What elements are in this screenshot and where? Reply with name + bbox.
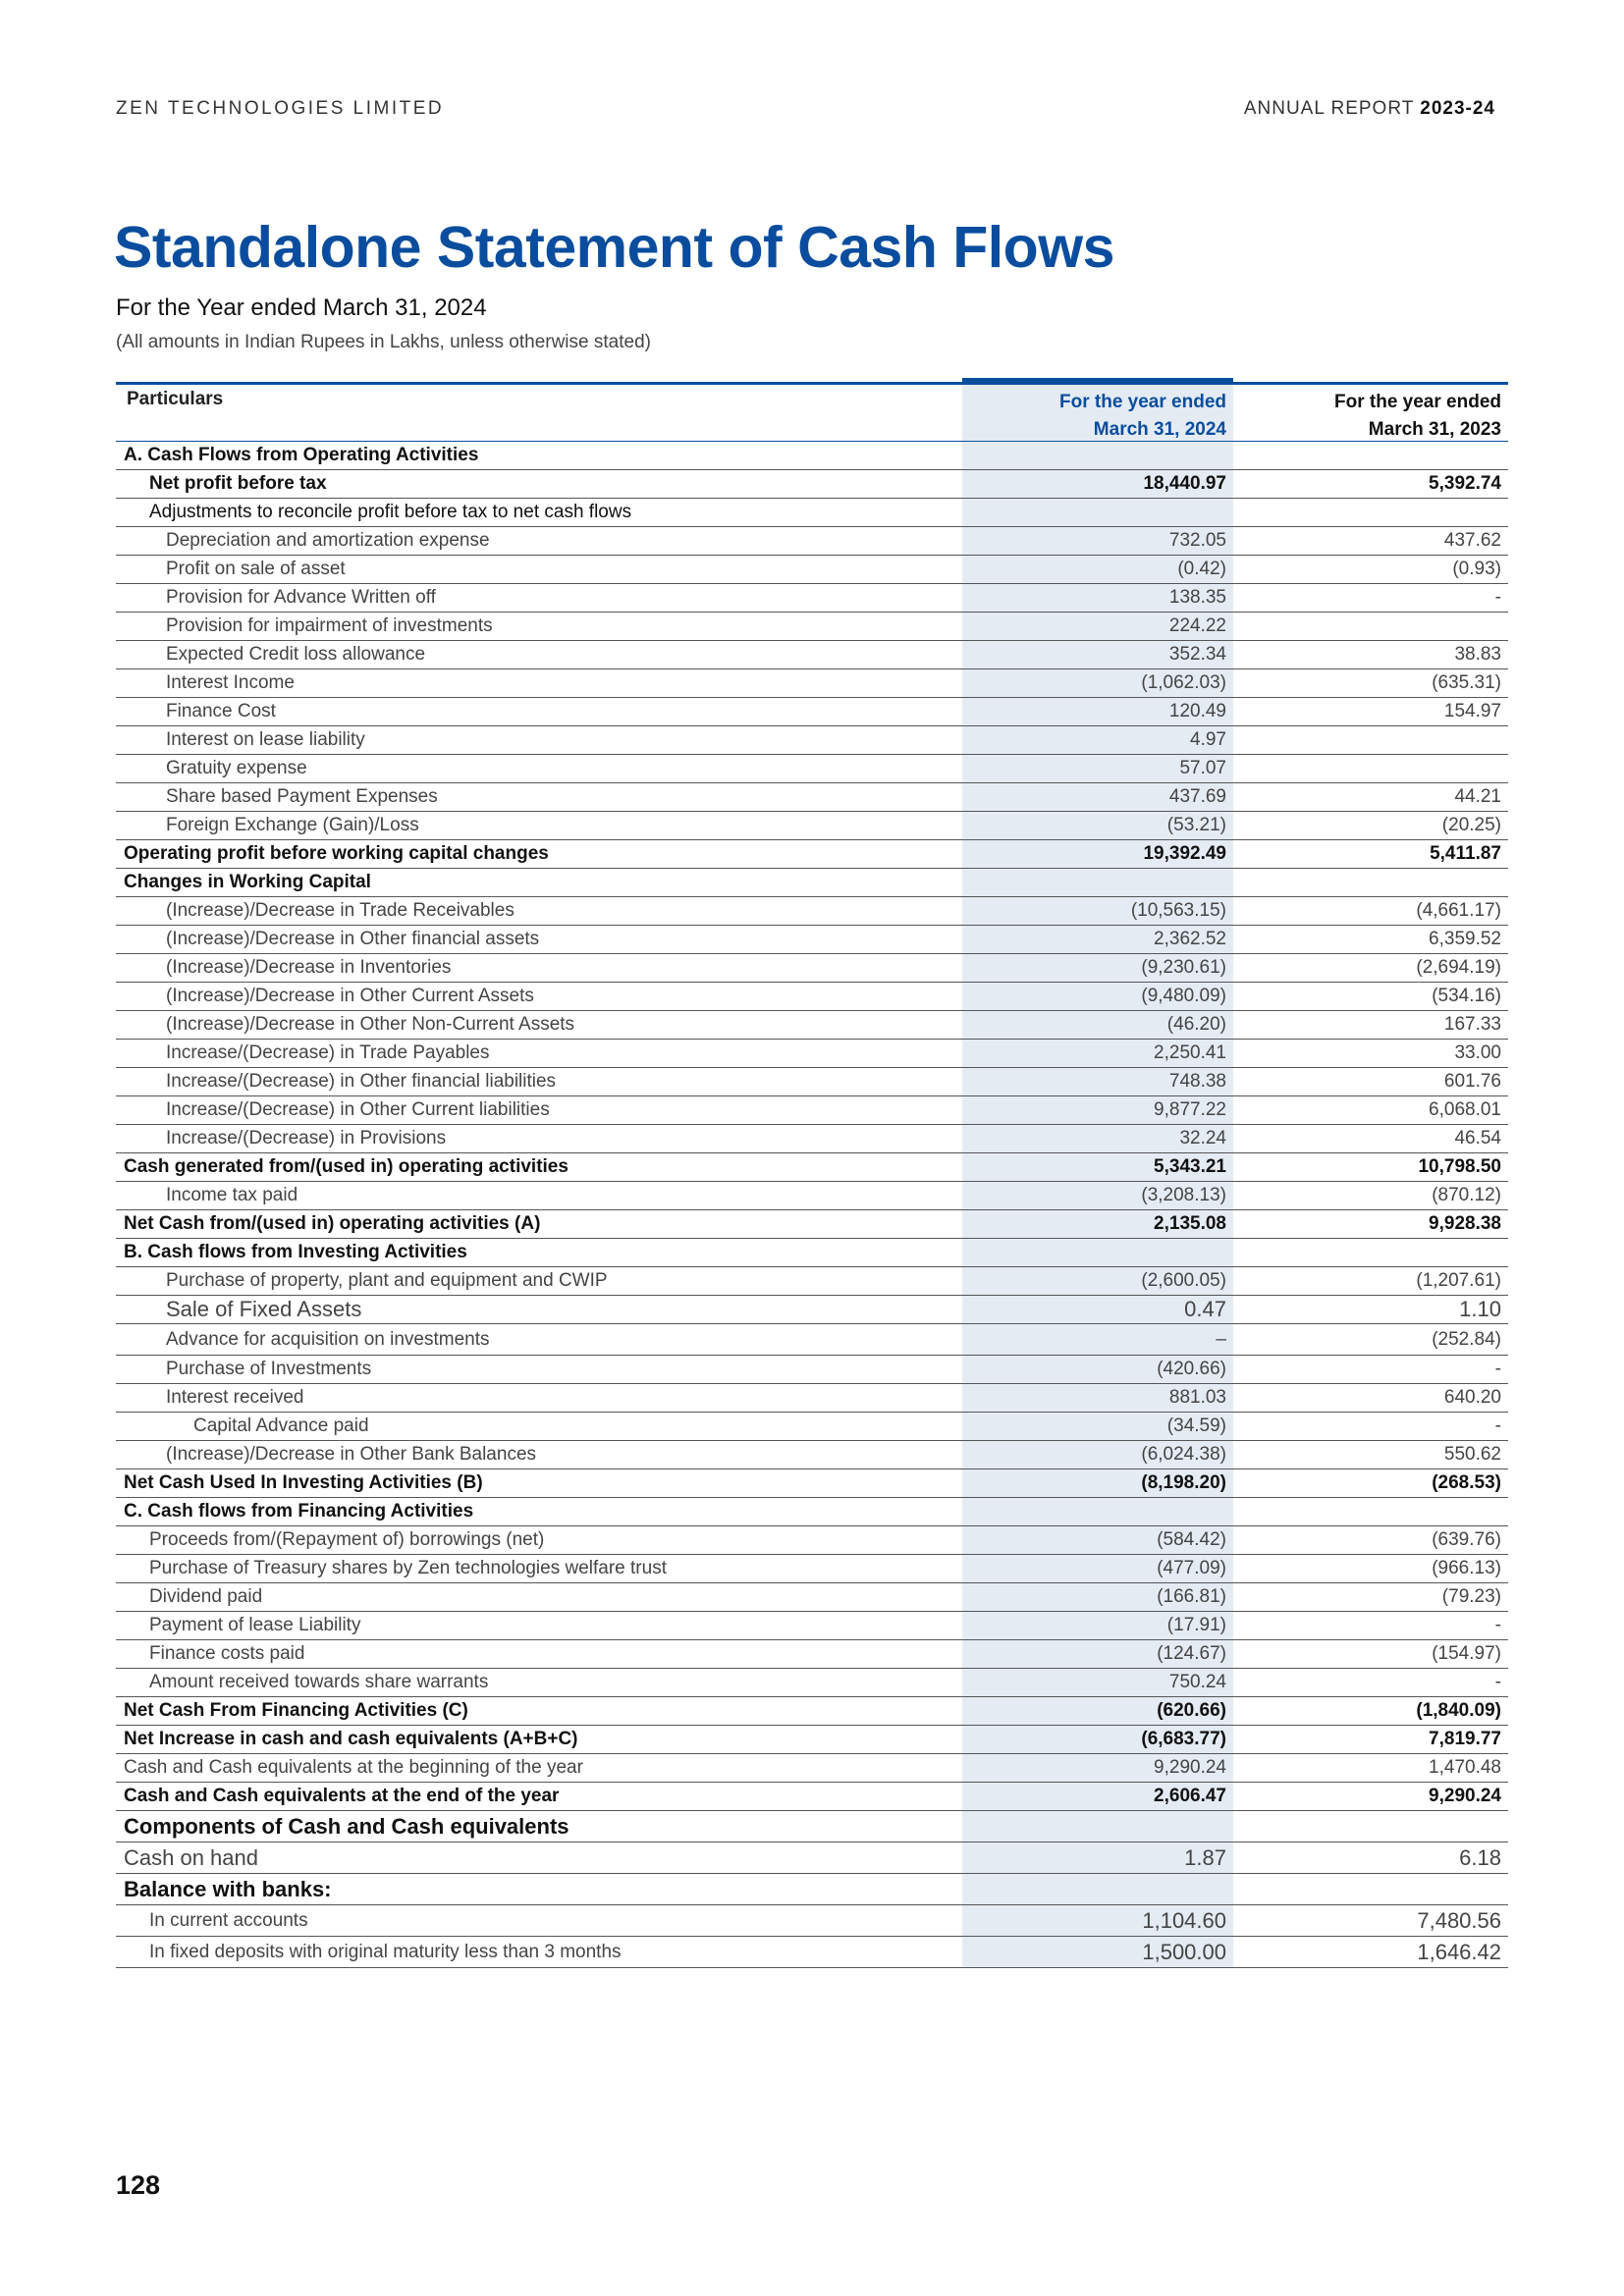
- table-row: [116, 1210, 1508, 1239]
- value-2024: 1,500.00: [1142, 1939, 1226, 1964]
- row-label: Proceeds from/(Repayment of) borrowings (net): [149, 1529, 545, 1550]
- table-row: [116, 1469, 1508, 1498]
- table-row: [116, 869, 1508, 897]
- row-label: Sale of Fixed Assets: [166, 1297, 362, 1321]
- row-label: Finance costs paid: [149, 1643, 305, 1664]
- table-row: [116, 556, 1508, 584]
- row-label: Gratuity expense: [166, 758, 307, 778]
- value-2023: (1,840.09): [1416, 1700, 1501, 1721]
- value-2023: (20.25): [1441, 815, 1501, 835]
- row-label: A. Cash Flows from Operating Activities: [124, 445, 479, 465]
- table-row: [116, 1239, 1508, 1267]
- table-row: [116, 1669, 1508, 1697]
- row-label: Cash and Cash equivalents at the end of the year: [124, 1786, 560, 1806]
- value-2023: -: [1494, 1415, 1501, 1436]
- value-2024: 732.05: [1168, 530, 1226, 551]
- row-label: Net profit before tax: [149, 473, 327, 494]
- value-2024: (6,024.38): [1141, 1444, 1226, 1465]
- value-2024: (34.59): [1166, 1415, 1226, 1436]
- table-row: [116, 1612, 1508, 1640]
- value-2023: -: [1494, 1672, 1501, 1692]
- value-2024: (9,230.61): [1141, 957, 1226, 978]
- table-row: [116, 926, 1508, 954]
- row-label: (Increase)/Decrease in Other Non-Current Assets: [166, 1014, 575, 1035]
- row-label: Net Cash Used In Investing Activities (B): [124, 1472, 483, 1493]
- table-row: [116, 1811, 1508, 1842]
- value-2023: 38.83: [1454, 644, 1501, 665]
- table-row: [116, 613, 1508, 641]
- report-year: 2023-24: [1420, 98, 1495, 119]
- value-2024: 138.35: [1168, 587, 1226, 608]
- table-row: [116, 1583, 1508, 1612]
- table-row: [116, 584, 1508, 613]
- table-row: [116, 983, 1508, 1011]
- row-label: Cash generated from/(used in) operating activities: [124, 1156, 568, 1177]
- value-2023: 5,411.87: [1430, 843, 1501, 864]
- value-2024: 1,104.60: [1142, 1907, 1226, 1933]
- value-2023: 1,646.42: [1417, 1939, 1501, 1964]
- table-row: [116, 1640, 1508, 1669]
- table-row: [116, 1726, 1508, 1754]
- row-label: Net Cash From Financing Activities (C): [124, 1700, 468, 1721]
- value-2023: 550.62: [1443, 1444, 1501, 1465]
- value-2023: (2,694.19): [1416, 957, 1501, 978]
- row-label: (Increase)/Decrease in Inventories: [166, 957, 452, 978]
- row-label: Net Cash from/(used in) operating activities (A): [124, 1213, 541, 1234]
- value-2023: 437.62: [1443, 530, 1501, 551]
- value-2024: (53.21): [1166, 815, 1226, 835]
- row-label: Income tax paid: [166, 1185, 298, 1205]
- value-2024: 9,877.22: [1154, 1099, 1226, 1120]
- value-2024: (46.20): [1166, 1014, 1226, 1035]
- table-row: [116, 1441, 1508, 1469]
- value-2024: (124.67): [1157, 1643, 1226, 1664]
- row-label: Balance with banks:: [124, 1876, 332, 1901]
- row-label: C. Cash flows from Financing Activities: [124, 1501, 474, 1522]
- table-row: [116, 1296, 1508, 1324]
- table-row: [116, 1413, 1508, 1441]
- value-2024: 748.38: [1168, 1071, 1226, 1092]
- value-2023: (1,207.61): [1416, 1270, 1501, 1291]
- cash-flow-table: [116, 382, 1508, 1968]
- value-2024: 2,135.08: [1154, 1213, 1226, 1234]
- table-row: [116, 1526, 1508, 1555]
- table-row: [116, 1905, 1508, 1937]
- value-2023: 601.76: [1443, 1071, 1501, 1092]
- table-header: [116, 385, 1508, 442]
- value-2024: 57.07: [1179, 758, 1226, 778]
- row-label: Increase/(Decrease) in Trade Payables: [166, 1042, 490, 1063]
- table-row: [116, 442, 1508, 470]
- row-label: Profit on sale of asset: [166, 559, 346, 579]
- value-2024: (17.91): [1166, 1615, 1226, 1635]
- value-2023: 1,470.48: [1429, 1757, 1501, 1778]
- value-2023: -: [1494, 1359, 1501, 1379]
- value-2023: 33.00: [1454, 1042, 1501, 1063]
- row-label: Increase/(Decrease) in Other Current liabilities: [166, 1099, 550, 1120]
- value-2023: 7,819.77: [1429, 1729, 1501, 1749]
- value-2023: (4,661.17): [1416, 900, 1501, 921]
- row-label: In current accounts: [149, 1909, 308, 1931]
- table-row: [116, 1754, 1508, 1783]
- amounts-note: (All amounts in Indian Rupees in Lakhs, unless otherwise stated): [116, 332, 651, 352]
- row-label: (Increase)/Decrease in Trade Receivables: [166, 900, 514, 921]
- value-2023: (154.97): [1432, 1643, 1501, 1664]
- report-label: [1244, 98, 1495, 120]
- row-label: Expected Credit loss allowance: [166, 644, 426, 665]
- row-label: Increase/(Decrease) in Other financial liabilities: [166, 1071, 557, 1092]
- value-2024: 437.69: [1168, 786, 1226, 807]
- table-row: [116, 783, 1508, 812]
- table-row: [116, 1937, 1508, 1968]
- value-2024: 224.22: [1168, 615, 1226, 636]
- value-2023: 167.33: [1443, 1014, 1501, 1035]
- table-row: [116, 1874, 1508, 1905]
- value-2024: (477.09): [1157, 1558, 1226, 1578]
- table-row: [116, 1555, 1508, 1583]
- value-2024: (584.42): [1157, 1529, 1226, 1550]
- value-2023: (870.12): [1432, 1185, 1501, 1205]
- table-row: [116, 1498, 1508, 1526]
- value-2023: -: [1494, 1615, 1501, 1635]
- report-prefix: ANNUAL REPORT: [1243, 98, 1421, 119]
- value-2024: (420.66): [1157, 1359, 1226, 1379]
- value-2023: (635.31): [1432, 672, 1501, 693]
- row-label: Advance for acquisition on investments: [166, 1328, 490, 1350]
- row-label: Interest received: [166, 1387, 304, 1408]
- row-label: Interest on lease liability: [166, 729, 365, 750]
- current-year-column-bar: [962, 378, 1233, 384]
- value-2024: 2,606.47: [1154, 1786, 1226, 1806]
- value-2023: -: [1494, 587, 1501, 608]
- value-2023: 1.10: [1459, 1297, 1501, 1321]
- row-label: Share based Payment Expenses: [166, 786, 438, 807]
- value-2023: (966.13): [1432, 1558, 1501, 1578]
- table-row: [116, 669, 1508, 698]
- value-2024: 19,392.49: [1143, 843, 1226, 864]
- value-2024: 9,290.24: [1154, 1757, 1226, 1778]
- value-2024: 4.97: [1190, 729, 1226, 750]
- row-label: (Increase)/Decrease in Other financial assets: [166, 929, 540, 949]
- table-row: [116, 698, 1508, 726]
- table-row: [116, 641, 1508, 669]
- value-2023: 6,359.52: [1429, 929, 1501, 949]
- value-2024: (3,208.13): [1141, 1185, 1226, 1205]
- col-2024-header: [962, 389, 1233, 444]
- value-2023: 5,392.74: [1429, 473, 1501, 494]
- row-label: In fixed deposits with original maturity less than 3 months: [149, 1941, 622, 1962]
- value-2023: 9,290.24: [1429, 1786, 1501, 1806]
- col-2024-header-line2: March 31, 2024: [1093, 419, 1226, 440]
- value-2024: (10,563.15): [1130, 900, 1226, 921]
- table-row: [116, 897, 1508, 926]
- value-2024: 352.34: [1168, 644, 1226, 665]
- row-label: Operating profit before working capital changes: [124, 843, 549, 864]
- row-label: (Increase)/Decrease in Other Current Assets: [166, 986, 534, 1006]
- value-2024: 120.49: [1168, 701, 1226, 721]
- particulars-header: Particulars: [127, 389, 224, 409]
- row-label: Dividend paid: [149, 1586, 263, 1607]
- value-2023: (252.84): [1432, 1328, 1501, 1350]
- value-2023: 7,480.56: [1417, 1907, 1501, 1933]
- table-row: [116, 1068, 1508, 1096]
- table-row: [116, 1153, 1508, 1182]
- table-row: [116, 1697, 1508, 1726]
- table-row: [116, 527, 1508, 556]
- row-label: Components of Cash and Cash equivalents: [124, 1813, 569, 1839]
- table-row: [116, 954, 1508, 983]
- row-label: Purchase of Treasury shares by Zen technologies welfare trust: [149, 1558, 667, 1578]
- row-label: Finance Cost: [166, 701, 276, 721]
- value-2023: 6.18: [1459, 1844, 1501, 1870]
- table-row: [116, 726, 1508, 755]
- value-2024: (166.81): [1157, 1586, 1226, 1607]
- table-row: [116, 1267, 1508, 1296]
- value-2024: (8,198.20): [1141, 1472, 1226, 1493]
- table-row: [116, 812, 1508, 840]
- value-2023: (268.53): [1432, 1472, 1501, 1493]
- value-2024: –: [1216, 1328, 1226, 1350]
- table-body: [116, 442, 1508, 1968]
- value-2024: (9,480.09): [1141, 986, 1226, 1006]
- row-label: Net Increase in cash and cash equivalents (A+B+C): [124, 1729, 578, 1749]
- row-label: Payment of lease Liability: [149, 1615, 361, 1635]
- table-row: [116, 1384, 1508, 1413]
- value-2024: 881.03: [1168, 1387, 1226, 1408]
- row-label: Changes in Working Capital: [124, 872, 371, 892]
- row-label: Foreign Exchange (Gain)/Loss: [166, 815, 419, 835]
- value-2024: 2,250.41: [1154, 1042, 1226, 1063]
- row-label: Purchase of Investments: [166, 1359, 372, 1379]
- value-2023: (639.76): [1432, 1529, 1501, 1550]
- table-row: [116, 1182, 1508, 1210]
- table-row: [116, 1096, 1508, 1125]
- value-2024: 18,440.97: [1143, 473, 1226, 494]
- company-name: ZEN TECHNOLOGIES LIMITED: [116, 98, 445, 119]
- value-2024: 5,343.21: [1154, 1156, 1226, 1177]
- row-label: Provision for impairment of investments: [166, 615, 493, 636]
- value-2023: 44.21: [1454, 786, 1501, 807]
- value-2024: 0.47: [1184, 1297, 1226, 1321]
- col-2023-header-line1: For the year ended: [1334, 392, 1501, 412]
- table-row: [116, 470, 1508, 499]
- col-2023-header-line2: March 31, 2023: [1368, 419, 1501, 440]
- page-title: Standalone Statement of Cash Flows: [114, 215, 1114, 280]
- row-label: Amount received towards share warrants: [149, 1672, 489, 1692]
- value-2023: (0.93): [1452, 559, 1501, 579]
- page-number: 128: [116, 2170, 161, 2200]
- row-label: Purchase of property, plant and equipment and CWIP: [166, 1270, 608, 1291]
- row-label: Cash and Cash equivalents at the beginning of the year: [124, 1757, 583, 1778]
- value-2024: (6,683.77): [1141, 1729, 1226, 1749]
- value-2023: 6,068.01: [1429, 1099, 1501, 1120]
- table-row: [116, 1356, 1508, 1384]
- row-label: Cash on hand: [124, 1844, 258, 1870]
- value-2024: 1.87: [1184, 1844, 1226, 1870]
- table-row: [116, 499, 1508, 527]
- value-2023: 9,928.38: [1429, 1213, 1501, 1234]
- table-row: [116, 1125, 1508, 1153]
- value-2023: 10,798.50: [1418, 1156, 1501, 1177]
- col-2024-header-line1: For the year ended: [1059, 392, 1226, 412]
- value-2024: (620.66): [1157, 1700, 1226, 1721]
- value-2023: 46.54: [1454, 1128, 1501, 1148]
- value-2024: 2,362.52: [1154, 929, 1226, 949]
- table-row: [116, 840, 1508, 869]
- value-2023: (534.16): [1432, 986, 1501, 1006]
- table-row: [116, 1783, 1508, 1811]
- table-row: [116, 755, 1508, 783]
- value-2024: (1,062.03): [1141, 672, 1226, 693]
- row-label: Provision for Advance Written off: [166, 587, 436, 608]
- value-2024: (2,600.05): [1141, 1270, 1226, 1291]
- row-label: Depreciation and amortization expense: [166, 530, 490, 551]
- value-2023: 154.97: [1443, 701, 1501, 721]
- page-subtitle: For the Year ended March 31, 2024: [116, 294, 487, 321]
- value-2024: 750.24: [1168, 1672, 1226, 1692]
- value-2024: (0.42): [1177, 559, 1226, 579]
- row-label: Interest Income: [166, 672, 295, 693]
- row-label: (Increase)/Decrease in Other Bank Balances: [166, 1444, 537, 1465]
- table-row: [116, 1040, 1508, 1068]
- value-2024: 32.24: [1179, 1128, 1226, 1148]
- table-row: [116, 1011, 1508, 1040]
- value-2023: 640.20: [1443, 1387, 1501, 1408]
- row-label: Increase/(Decrease) in Provisions: [166, 1128, 447, 1148]
- row-label: Capital Advance paid: [193, 1415, 369, 1436]
- row-label: B. Cash flows from Investing Activities: [124, 1242, 467, 1262]
- table-row: [116, 1842, 1508, 1874]
- table-row: [116, 1324, 1508, 1356]
- value-2023: (79.23): [1441, 1586, 1501, 1607]
- col-2023-header: [1233, 389, 1508, 444]
- row-label: Adjustments to reconcile profit before tax to net cash flows: [149, 502, 632, 522]
